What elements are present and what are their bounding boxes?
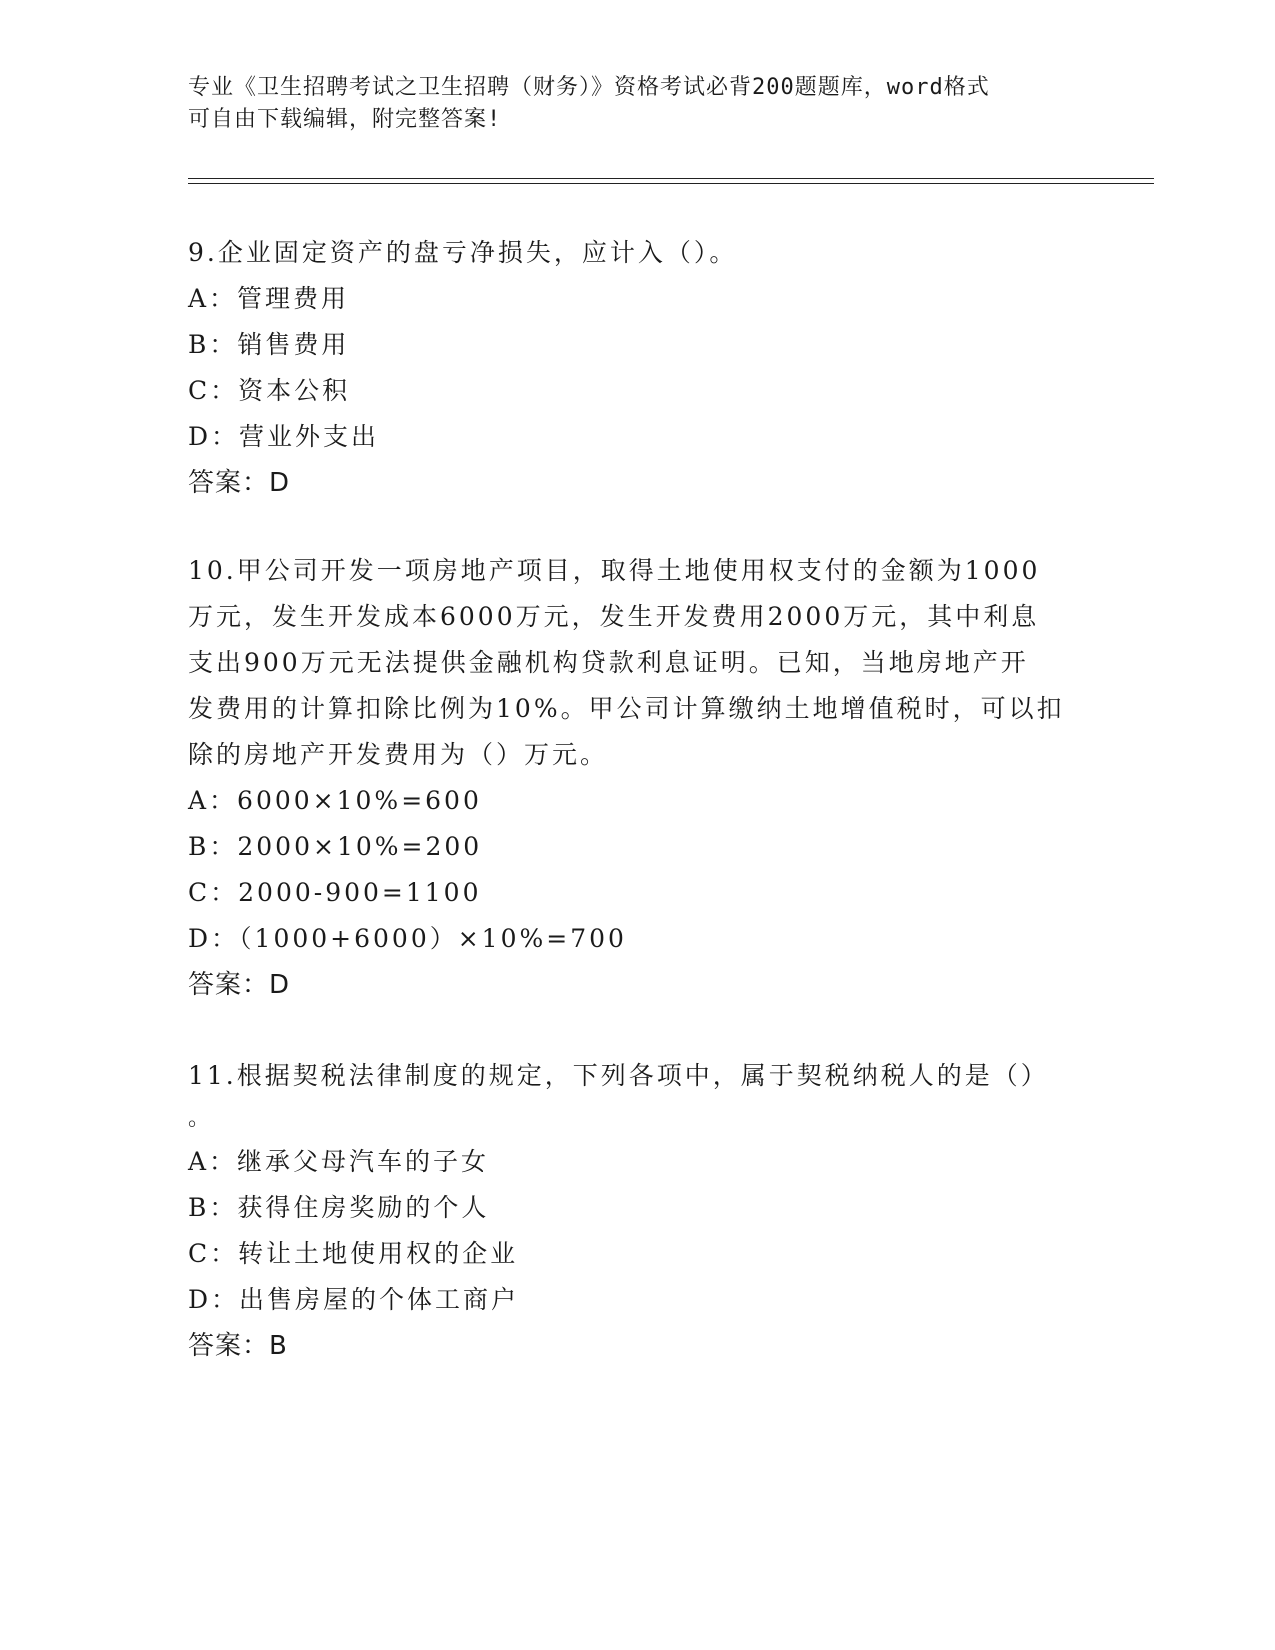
option-c: C：2000-900=1100 (188, 878, 482, 907)
header-line-2: 可自由下载编辑，附完整答案! (188, 107, 502, 132)
header-rule-bottom (188, 183, 1154, 184)
question-stem: 万元，发生开发成本6000万元，发生开发费用2000万元，其中利息 (188, 602, 1040, 631)
document-header (188, 72, 1088, 136)
answer: 答案：B (188, 1331, 288, 1361)
option-a: A：继承父母汽车的子女 (188, 1147, 490, 1176)
question-9 (188, 230, 1088, 506)
option-c: C：资本公积 (188, 376, 351, 405)
option-b: B：销售费用 (188, 330, 350, 359)
question-stem: 。 (188, 1106, 214, 1131)
option-d: D：（1000+6000）×10%=700 (188, 924, 627, 953)
option-c: C：转让土地使用权的企业 (188, 1239, 519, 1268)
question-stem: 发费用的计算扣除比例为10%。甲公司计算缴纳土地增值税时，可以扣 (188, 694, 1065, 723)
header-line-1: 专业《卫生招聘考试之卫生招聘（财务）》资格考试必背200题题库，word格式 (188, 75, 990, 100)
option-d: D：出售房屋的个体工商户 (188, 1285, 520, 1314)
question-stem: 支出900万元无法提供金融机构贷款利息证明。已知，当地房地产开 (188, 648, 1029, 677)
question-stem: 11.根据契税法律制度的规定，下列各项中，属于契税纳税人的是（） (188, 1061, 1049, 1090)
question-11 (188, 1053, 1088, 1369)
option-d: D：营业外支出 (188, 422, 380, 451)
option-b: B：2000×10%=200 (188, 832, 483, 861)
option-b: B：获得住房奖励的个人 (188, 1193, 490, 1222)
option-a: A：管理费用 (188, 284, 350, 313)
question-stem: 9.企业固定资产的盘亏净损失，应计入（）。 (188, 238, 738, 267)
answer: 答案：D (188, 970, 291, 1000)
question-stem: 10.甲公司开发一项房地产项目，取得土地使用权支付的金额为1000 (188, 556, 1041, 585)
answer: 答案：D (188, 468, 291, 498)
question-stem: 除的房地产开发费用为（）万元。 (188, 740, 609, 769)
question-10 (188, 548, 1088, 1008)
header-rule-top (188, 178, 1154, 179)
option-a: A：6000×10%=600 (188, 786, 482, 815)
